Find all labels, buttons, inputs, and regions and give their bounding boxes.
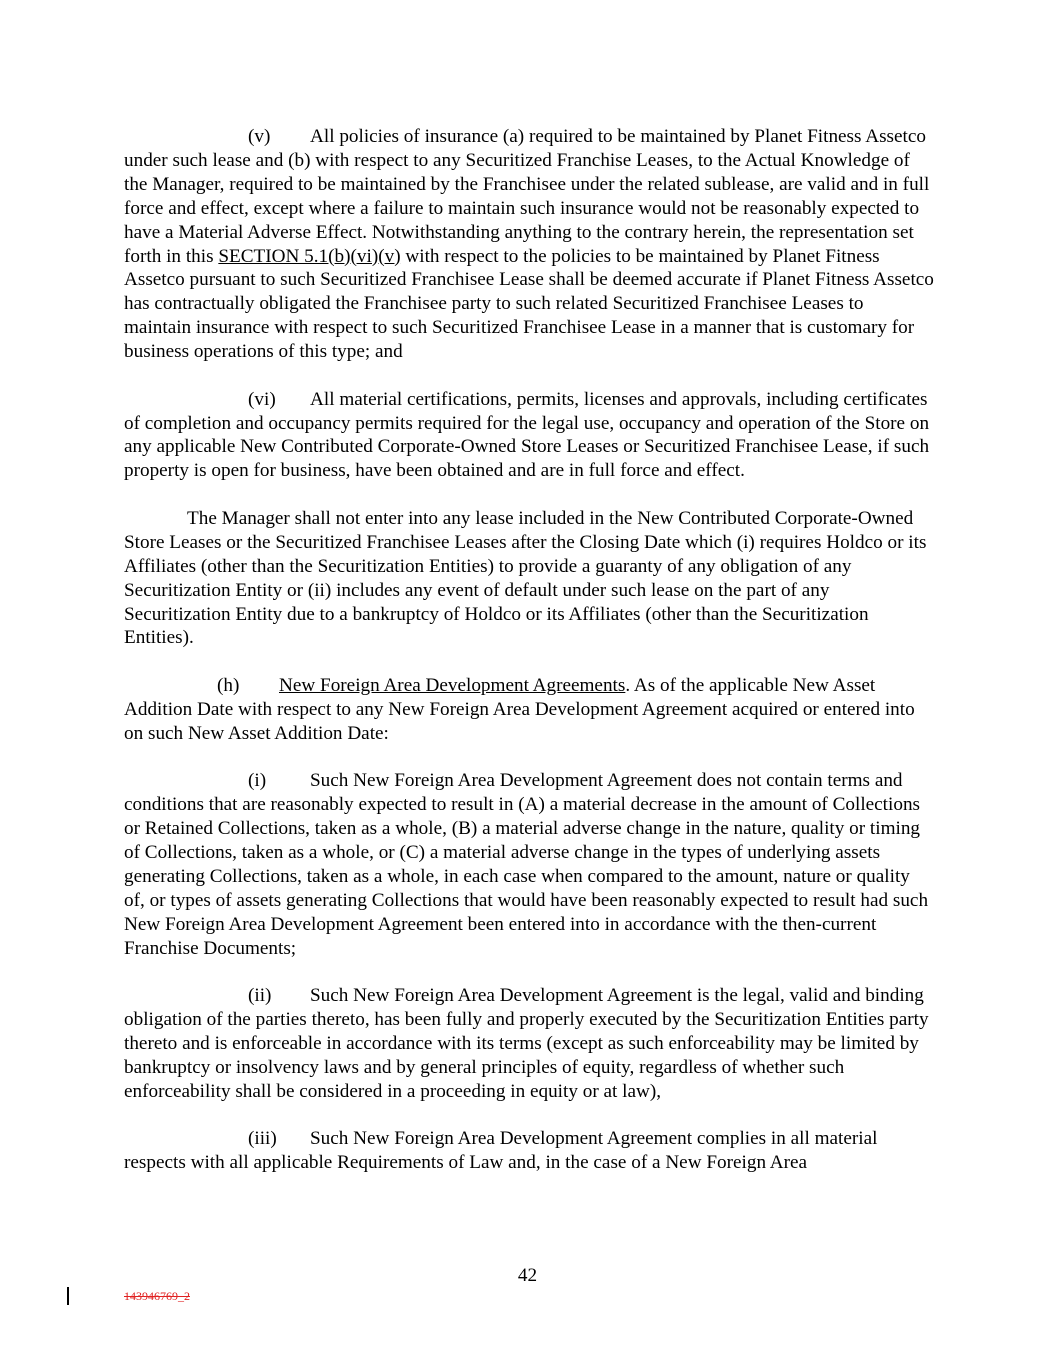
paragraph-number: (i)	[248, 770, 267, 792]
paragraph-manager	[124, 507, 934, 650]
revision-change-bar	[67, 1287, 69, 1305]
paragraph-text: Such New Foreign Area Development Agreement does not contain terms and conditions that are reasonably expected to result in (A) a material decrease in the amount of Collections or Retained Collections, taken as a whole, (B) a material adverse change in the nature, quality or timing of Collections, taken as a whole, or (C) a material adverse change in the types of underlying assets generating Collections, taken as a whole, in each case when compared to the amount, nature or quality of, or types of assets generating Collections that would have been reasonably expected to result had such New Foreign Area Development Agreement been entered into in accordance with the then-current Franchise Documents;	[124, 770, 929, 959]
paragraph-iii	[124, 1127, 934, 1175]
paragraph-v	[124, 125, 934, 364]
section-heading: New Foreign Area Development Agreements	[279, 674, 626, 696]
document-id: 143946769_2	[124, 1289, 190, 1303]
paragraph-text: The Manager shall not enter into any lease included in the New Contributed Corporate-Owned Store Leases or the Securitized Franchisee Leases after the Closing Date which (i) requires Holdco or its Affiliates (other than the Securitization Entities) to provide a guaranty of any obligation of any Securitization Entity or (ii) includes any event of default under such lease on the part of any Securitization Entity due to a bankruptcy of Holdco or its Affiliates (other than the Securitization Entities).	[124, 507, 927, 649]
paragraph-h	[124, 674, 934, 746]
paragraph-number: (h)	[217, 674, 240, 696]
paragraph-text: Such New Foreign Area Development Agreement complies in all material respects with all applicable Requirements of Law and, in the case of a New Foreign Area	[124, 1128, 878, 1174]
paragraph-number: (v)	[248, 126, 271, 147]
section-reference-link: SECTION 5.1(b)(vi)(v)	[218, 245, 401, 267]
paragraph-text: . As of the applicable New Asset Addition Date with respect to any New Foreign Area Development Agreement acquired or entered into on such New Asset Addition Date:	[124, 674, 915, 744]
paragraph-text: All material certifications, permits, licenses and approvals, including certificates of completion and occupancy permits required for the legal use, occupancy and operation of the Store on any applicable New Contributed Corporate-Owned Store Leases or Securitized Franchisee Lease, if such property is open for business, have been obtained and are in full force and effect.	[124, 388, 930, 482]
paragraph-i	[124, 769, 934, 960]
paragraph-number: (iii)	[248, 1128, 277, 1150]
paragraph-text: Such New Foreign Area Development Agreement is the legal, valid and binding obligation of the parties thereto, has been fully and properly executed by the Securitization Entities party thereto and is enforceable in accordance with its terms (except as such enforceability may be limited by bankruptcy or insolvency laws and by general principles of equity, regardless of whether such enforceability shall be considered in a proceeding in equity or at law),	[124, 985, 929, 1102]
paragraph-number: (vi)	[248, 388, 276, 410]
paragraph-number: (ii)	[248, 985, 272, 1007]
paragraph-ii	[124, 984, 934, 1104]
paragraph-text: All policies of insurance (a) required to be maintained by Planet Fitness Assetco under such lease and (b) with respect to any Securitized Franchise Leases, to the Actual Knowledge of the Manager, required to be maintained by the Franchisee under the related sublease, are valid and in full force and effect, except where a failure to maintain such insurance would not be reasonably expected to have a Material Adverse Effect. Notwithstanding anything to the contrary herein, the representation set forth in this	[124, 126, 930, 267]
paragraph-vi	[124, 388, 934, 484]
paragraph-text-continued: with respect to the policies to be maintained by Planet Fitness Assetco pursuant to such Securitized Franchisee Lease shall be deemed accurate if Planet Fitness Assetco has contractually obligated the Franchisee party to such related Securitized Franchisee Leases to maintain insurance with respect to such Securitized Franchisee Lease in a manner that is customary for business operations of this type; and	[124, 245, 934, 363]
document-body	[124, 125, 934, 1199]
page-number: 42	[517, 1265, 538, 1286]
